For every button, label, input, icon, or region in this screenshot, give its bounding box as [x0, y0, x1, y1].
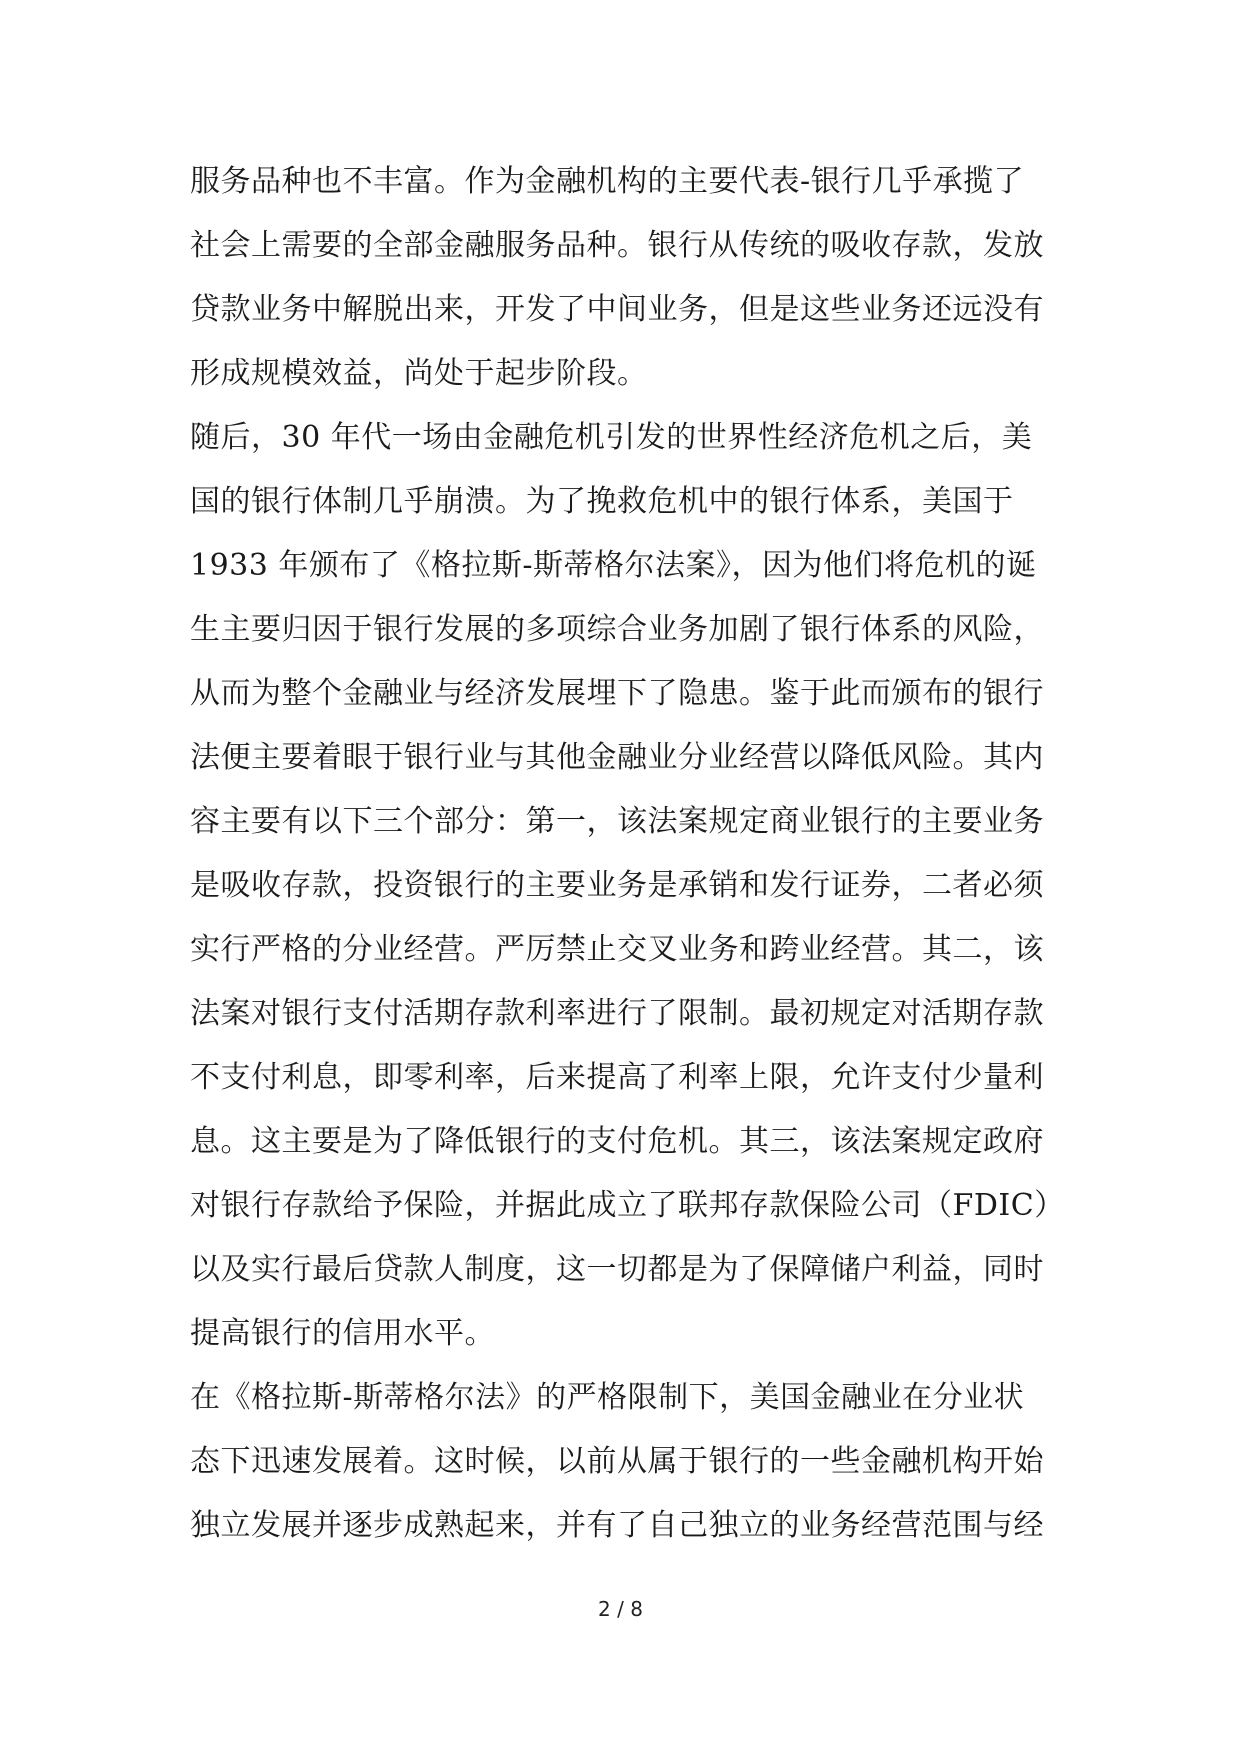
text-line: 随后，30 年代一场由金融危机引发的世界性经济危机之后，美 [190, 420, 1033, 455]
text-line: 国的银行体制几乎崩溃。为了挽救危机中的银行体系，美国于 [190, 484, 1014, 519]
page-number: 2 / 8 [598, 1597, 643, 1621]
text-line: 态下迅速发展着。这时候，以前从属于银行的一些金融机构开始 [190, 1444, 1044, 1479]
text-line: 以及实行最后贷款人制度，这一切都是为了保障储户利益，同时 [190, 1252, 1044, 1287]
text-line: 在《格拉斯-斯蒂格尔法》的严格限制下，美国金融业在分业状 [190, 1380, 1025, 1415]
text-line: 社会上需要的全部金融服务品种。银行从传统的吸收存款，发放 [190, 228, 1044, 263]
text-line: 实行严格的分业经营。严厉禁止交叉业务和跨业经营。其二，该 [190, 932, 1044, 967]
text-line: 是吸收存款，投资银行的主要业务是承销和发行证券，二者必须 [190, 868, 1044, 903]
text-line: 法便主要着眼于银行业与其他金融业分业经营以降低风险。其内 [190, 740, 1044, 775]
text-line: 1933 年颁布了《格拉斯-斯蒂格尔法案》，因为他们将危机的诞 [190, 548, 1037, 583]
text-line: 息。这主要是为了降低银行的支付危机。其三，该法案规定政府 [190, 1124, 1044, 1159]
text-line: 生主要归因于银行发展的多项综合业务加剧了银行体系的风险， [190, 612, 1044, 647]
text-line: 从而为整个金融业与经济发展埋下了隐患。鉴于此而颁布的银行 [190, 676, 1044, 711]
text-line: 法案对银行支付活期存款利率进行了限制。最初规定对活期存款 [190, 996, 1044, 1031]
text-line: 提高银行的信用水平。 [190, 1316, 495, 1351]
text-line: 独立发展并逐步成熟起来，并有了自己独立的业务经营范围与经 [190, 1508, 1044, 1543]
text-line: 贷款业务中解脱出来，开发了中间业务，但是这些业务还远没有 [190, 292, 1044, 327]
text-line: 形成规模效益，尚处于起步阶段。 [190, 356, 648, 391]
text-line: 容主要有以下三个部分：第一，该法案规定商业银行的主要业务 [190, 804, 1044, 839]
text-line: 服务品种也不丰富。作为金融机构的主要代表-银行几乎承揽了 [190, 164, 1025, 199]
text-line: 不支付利息，即零利率，后来提高了利率上限，允许支付少量利 [190, 1060, 1044, 1095]
body-text [190, 150, 1065, 1558]
text-line: 对银行存款给予保险，并据此成立了联邦存款保险公司（FDIC） [190, 1188, 1065, 1223]
